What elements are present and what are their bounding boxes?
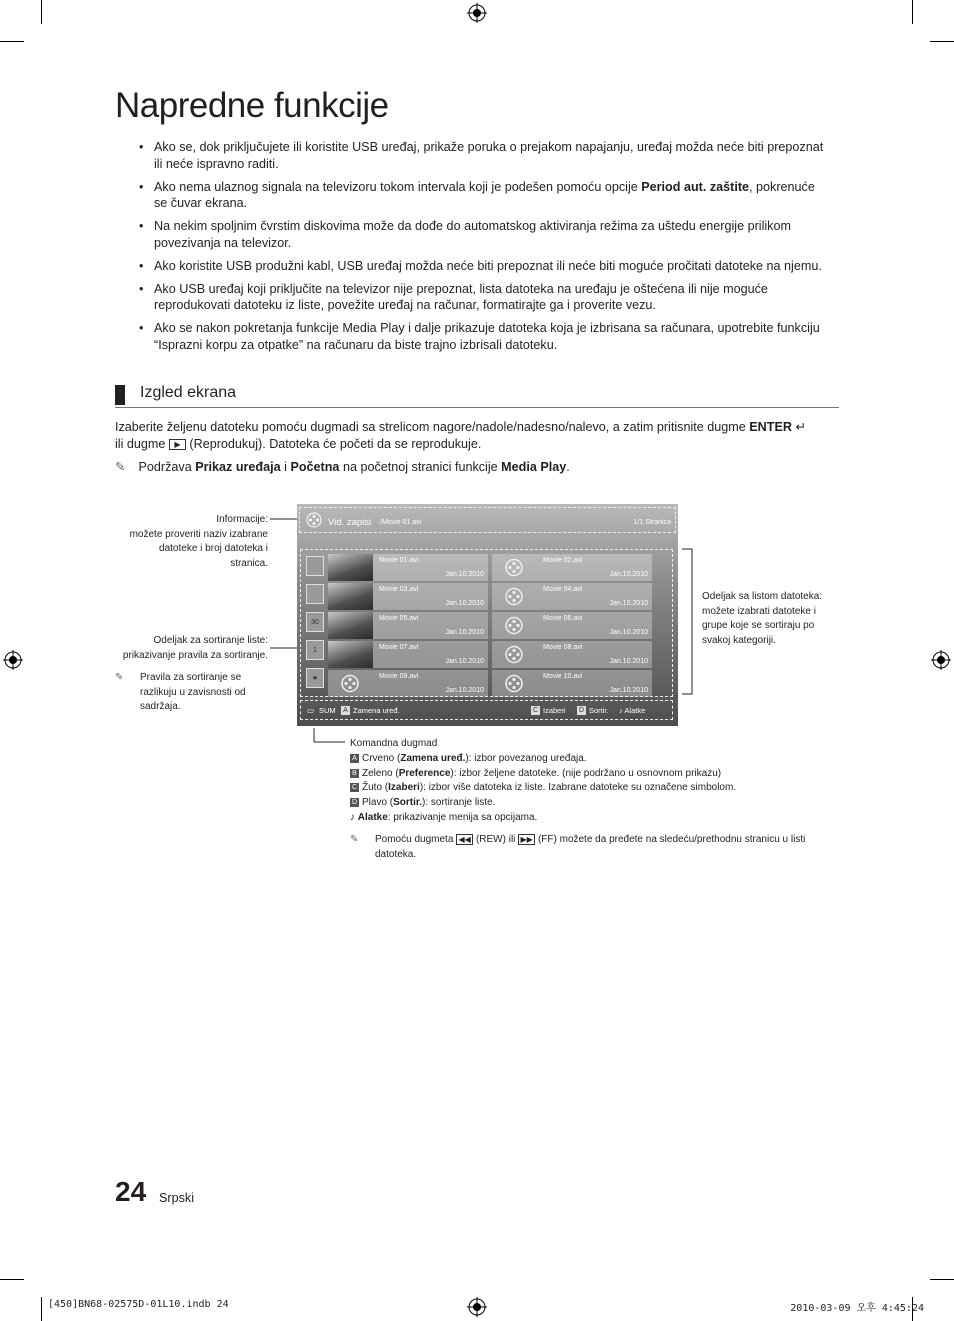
annotation-line: Odeljak za sortiranje liste: xyxy=(153,635,268,646)
file-name: Movie 07.avi xyxy=(379,644,419,651)
sort-annotation xyxy=(98,634,268,663)
intro-paragraph xyxy=(115,419,840,453)
file-date: Jan.10.2010 xyxy=(445,629,484,636)
page-number: 24 xyxy=(115,1176,147,1207)
crop-mark xyxy=(912,0,913,24)
print-info-right: 2010-03-09 오후 4:45:24 xyxy=(790,1303,924,1314)
select-label: Izaberi xyxy=(543,706,566,715)
legend-item: B Zeleno (Preference): izbor željene datoteke. (nije podržano u osnovnom prikazu) xyxy=(350,767,840,782)
ff-icon: ▶▶ xyxy=(518,834,535,845)
crop-mark xyxy=(0,41,24,42)
video-thumbnail xyxy=(328,612,373,639)
tv-screen xyxy=(297,504,678,726)
file-item[interactable] xyxy=(492,612,652,639)
tools-icon: ♪ xyxy=(619,706,625,715)
tools-button[interactable] xyxy=(619,706,645,715)
crop-mark xyxy=(930,1279,954,1280)
key-badge: C xyxy=(351,784,358,792)
file-date: Jan.10.2010 xyxy=(609,571,648,578)
legend-tools xyxy=(350,811,840,826)
legend-text: (REW) ili xyxy=(475,833,516,845)
file-item[interactable] xyxy=(328,583,488,610)
film-reel-icon xyxy=(492,641,537,668)
key-badge: A xyxy=(350,754,359,763)
annotation-line: Informacije: xyxy=(216,514,268,525)
video-thumbnail xyxy=(328,583,373,610)
file-name: Movie 02.avi xyxy=(543,557,583,564)
registration-mark-icon xyxy=(3,650,23,670)
file-item[interactable] xyxy=(492,583,652,610)
bullet-item: • Ako koristite USB produžni kabl, USB uređaj možda neće biti prepoznat ili neće biti moguće pročitati datoteke na njemu. xyxy=(139,258,829,275)
crop-mark xyxy=(930,41,954,42)
bullet-item: • Na nekim spoljnim čvrstim diskovima može da dođe do automatskog aktiviranja režima za uštedu energije prilikom povezivanja na televizor. xyxy=(139,218,829,251)
file-date: Jan.10.2010 xyxy=(609,629,648,636)
note-text: Podržava xyxy=(138,460,192,474)
yellow-c-button[interactable] xyxy=(531,706,566,715)
change-device-label: Zamena uređ. xyxy=(353,706,400,715)
info-path: /Movie 01.avi xyxy=(380,519,422,526)
file-date: Jan.10.2010 xyxy=(445,658,484,665)
legend-text: : prikazivanje menija sa opcijama. xyxy=(387,811,538,823)
crop-mark xyxy=(0,1279,24,1280)
legend-items xyxy=(350,752,840,811)
legend-title: Komandna dugmad xyxy=(350,738,438,749)
note-bold: Prikaz uređaja xyxy=(195,460,281,474)
file-date: Jan.10.2010 xyxy=(609,687,648,694)
page-counter: 1/1 Stranica xyxy=(633,519,671,526)
legend-text: datoteka. xyxy=(375,848,417,860)
file-name: Movie 04.avi xyxy=(543,586,583,593)
support-note xyxy=(115,459,570,474)
note-text: na početnoj stranici funkcije xyxy=(342,460,498,474)
file-name: Movie 09.avi xyxy=(379,673,419,680)
crop-mark xyxy=(41,0,42,24)
file-date: Jan.10.2010 xyxy=(445,600,484,607)
bold-term: Period aut. zaštite xyxy=(641,179,750,194)
bullet-item: • Ako nema ulaznog signala na televizoru tokom intervala koji je podešen pomoću opcije Period aut. zaštite, pokrenuće se čuvar ekrana. xyxy=(139,179,829,212)
legend-bold: Sortir. xyxy=(393,797,423,809)
tools-label: Alatke xyxy=(624,706,646,715)
note-pencil-icon: ✎ xyxy=(350,833,359,845)
registration-mark-icon xyxy=(931,650,951,670)
rew-icon: ◀◀ xyxy=(456,834,473,845)
enter-label: ENTER xyxy=(749,420,792,434)
annotation-line: datoteke i broj datoteka i xyxy=(159,543,268,554)
file-date: Jan.10.2010 xyxy=(609,658,648,665)
legend-bold: Zamena uređ. xyxy=(400,752,466,764)
annotation-line: stranica. xyxy=(230,557,268,569)
device-name: SUM xyxy=(319,706,336,715)
annotation-line: možete proveriti naziv izabrane xyxy=(129,528,268,540)
section-title: Izgled ekrana xyxy=(140,384,237,401)
file-name: Movie 03.avi xyxy=(379,586,419,593)
sort-month-button[interactable]: 1 xyxy=(306,640,324,660)
annotation-line: razlikuju u zavisnosti od xyxy=(140,686,246,698)
annotation-line: možete izabrati datoteke i xyxy=(702,605,816,617)
intro-text: (Reprodukuj). Datoteka će početi da se reprodukuje. xyxy=(189,437,482,451)
a-key: A xyxy=(341,706,350,715)
film-reel-icon xyxy=(328,670,373,697)
file-list-area xyxy=(300,549,673,697)
annotation-line: grupe koje se sortiraju po xyxy=(702,620,815,631)
blue-d-button[interactable] xyxy=(577,706,609,715)
legend-text: (FF) možete da pređete na sledeću/prethodnu stranicu u listi xyxy=(537,833,806,845)
intro-text: Izaberite željenu datoteku pomoću dugmadi sa strelicom nagore/nadole/nadesno/nalevo, a zatim pritisnite dugme xyxy=(115,420,750,434)
note-bold: Media Play xyxy=(501,460,567,474)
file-date: Jan.10.2010 xyxy=(445,687,484,694)
sort-title-button[interactable] xyxy=(306,584,324,604)
film-reel-icon xyxy=(492,583,537,610)
note-pencil-icon: ✎ xyxy=(115,672,124,683)
d-key: D xyxy=(578,707,585,714)
note-period: . xyxy=(566,460,570,474)
enter-icon: ↵ xyxy=(791,420,807,434)
annotation-line: Pravila za sortiranje se xyxy=(140,672,242,683)
sort-folder-button[interactable] xyxy=(306,556,324,576)
annotation-line: svakoj kategoriji. xyxy=(702,634,776,646)
annotation-line: prikazivanje pravila za sortiranje. xyxy=(122,649,268,661)
legend-bold: Preference xyxy=(398,767,451,779)
legend-text: Pomoću dugmeta xyxy=(375,833,454,845)
page-title: Napredne funkcije xyxy=(115,86,389,125)
annotation-line: sadržaja. xyxy=(140,701,181,712)
legend-item: D Plavo (Sortir.): sortiranje liste. xyxy=(351,797,496,809)
bullet-item: • Ako USB uređaj koji priključite na televizor nije prepoznat, lista datoteka na uređaju je oštećena ili nije moguće reprodukovati datoteku iz liste, povežite uređaj na računar, formatirajte ga i proverite vezu. xyxy=(139,281,829,314)
bullet-item: • Ako se, dok priključujete ili koristite USB uređaj, prikaže poruka o prejakom napajanju, uređaj možda neće biti prepoznat ili neće ispravno raditi. xyxy=(139,139,829,172)
key-badge: D xyxy=(351,799,358,807)
sort-date-button[interactable]: 30 xyxy=(306,612,324,632)
section-rule xyxy=(115,407,839,408)
legend-bold: Alatke xyxy=(357,811,388,823)
film-reel-icon xyxy=(306,512,322,528)
note-pencil-icon: ✎ xyxy=(115,460,126,474)
video-thumbnail xyxy=(328,641,373,668)
tools-icon: ♪ xyxy=(350,811,358,823)
red-a-button[interactable] xyxy=(341,706,400,715)
key-badge: B xyxy=(350,769,359,778)
registration-mark-icon xyxy=(467,3,487,23)
section-marker xyxy=(115,385,125,405)
file-item[interactable] xyxy=(328,641,488,668)
video-thumbnail xyxy=(328,554,373,581)
file-date: Jan.10.2010 xyxy=(609,600,648,607)
legend-item: C Žuto (Izaberi): izbor više datoteka iz liste. Izabrane datoteke su označene simbolom. xyxy=(351,782,737,794)
file-name: Movie 10.avi xyxy=(543,673,583,680)
registration-mark-icon xyxy=(467,1297,487,1317)
legend-item: A Crveno (Zamena uređ.): izbor povezanog uređaja. xyxy=(350,752,840,767)
crop-mark xyxy=(41,1297,42,1321)
info-title: Vid. zapisi xyxy=(328,517,372,528)
info-bar xyxy=(299,507,676,533)
file-item[interactable] xyxy=(328,670,488,697)
c-key: C xyxy=(532,707,539,714)
film-reel-icon xyxy=(492,670,537,697)
file-name: Movie 01.avi xyxy=(379,557,419,564)
file-name: Movie 08.avi xyxy=(543,644,583,651)
command-bar xyxy=(300,700,673,720)
file-date: Jan.10.2010 xyxy=(445,571,484,578)
file-item[interactable] xyxy=(492,670,652,697)
play-icon: ▶ xyxy=(169,439,186,450)
command-buttons-legend xyxy=(350,737,840,862)
note-bold: Početna xyxy=(290,460,340,474)
print-info-left: [450]BN68-02575D-01L10.indb 24 xyxy=(48,1299,229,1310)
film-reel-icon xyxy=(492,612,537,639)
sort-favorite-button[interactable]: ★ xyxy=(306,668,324,688)
page-language: Srpski xyxy=(159,1191,194,1205)
film-reel-icon xyxy=(492,554,537,581)
file-name: Movie 05.avi xyxy=(379,615,419,622)
info-annotation xyxy=(98,513,268,571)
file-item[interactable] xyxy=(492,641,652,668)
legend-bold: Izaberi xyxy=(388,782,420,794)
bullet-list xyxy=(139,139,829,360)
note-text: i xyxy=(284,460,287,474)
file-name: Movie 06.avi xyxy=(543,615,583,622)
file-item[interactable] xyxy=(492,554,652,581)
sort-note-annotation xyxy=(115,671,246,715)
usb-icon: ▭ xyxy=(307,706,315,715)
annotation-line: Odeljak sa listom datoteka: xyxy=(702,591,823,602)
legend-rew-note xyxy=(350,833,840,863)
sort-label: Sortir. xyxy=(589,706,609,715)
sort-column xyxy=(306,556,326,696)
file-item[interactable] xyxy=(328,612,488,639)
intro-text: ili dugme xyxy=(115,437,166,451)
file-item[interactable] xyxy=(328,554,488,581)
bullet-item: • Ako se nakon pokretanja funkcije Media Play i dalje prikazuje datoteka koja je izbrisana sa računara, upotrebite funkciju “Isprazni korpu za otpatke” na računaru da biste trajno izbrisali datoteku. xyxy=(139,320,829,353)
list-annotation xyxy=(702,590,842,648)
